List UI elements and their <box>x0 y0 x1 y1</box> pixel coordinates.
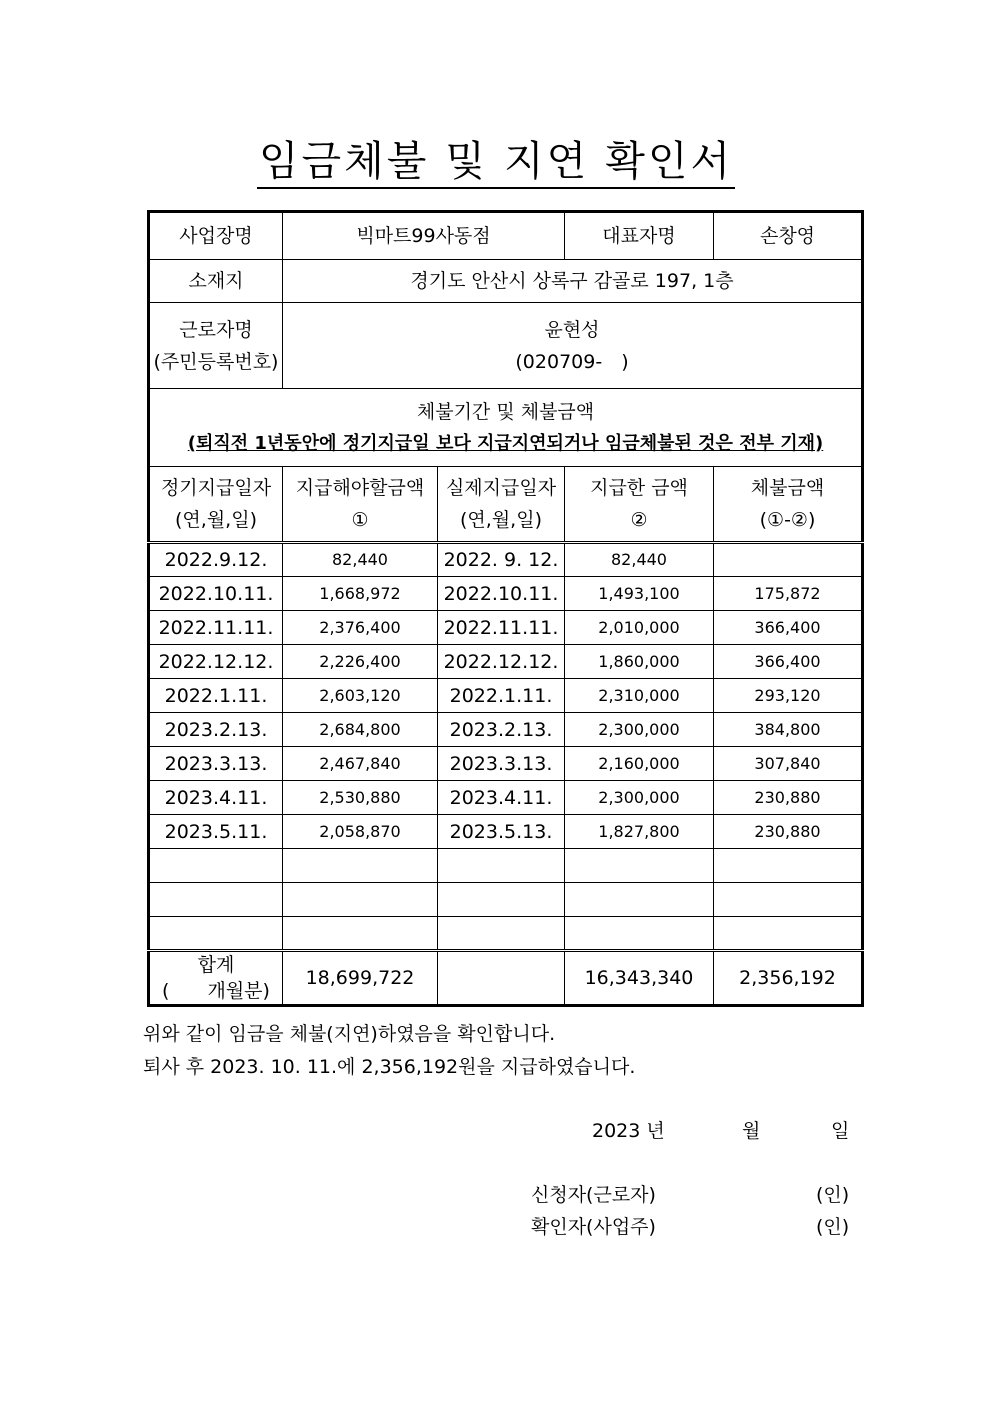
unpaid-cell <box>714 917 863 951</box>
due-amount-cell: 2,530,880 <box>283 781 438 815</box>
paid-amount-cell <box>565 849 714 883</box>
table-row <box>149 849 863 883</box>
due-amount-cell: 2,058,870 <box>283 815 438 849</box>
paid-date-cell <box>438 883 565 917</box>
document-title-text: 임금체불 및 지연 확인서 <box>257 137 735 189</box>
unpaid-cell: 307,840 <box>714 747 863 781</box>
table-row <box>149 577 863 611</box>
paid-amount-cell <box>565 917 714 951</box>
due-amount-cell <box>283 883 438 917</box>
applicant-label: 신청자(근로자) <box>531 1184 656 1206</box>
paid-date-cell <box>438 849 565 883</box>
paid-date-cell <box>438 917 565 951</box>
arrears-section-heading: 체불기간 및 체불금액 <box>416 400 595 423</box>
total-months: ( 개월분) <box>162 980 270 1002</box>
paid-amount-cell: 1,860,000 <box>565 645 714 679</box>
table-row <box>149 679 863 713</box>
column-header-line: ① <box>351 509 369 531</box>
column-header-paid-amount <box>565 467 714 543</box>
confirmer-label: 확인자(사업주) <box>531 1216 656 1238</box>
date-month: 월 <box>742 1120 761 1142</box>
unpaid-cell: 384,800 <box>714 713 863 747</box>
column-header-line: (연,월,일) <box>460 509 542 531</box>
paid-date-cell: 2023.2.13. <box>438 713 565 747</box>
representative-label: 대표자명 <box>565 212 714 260</box>
total-due-amount: 18,699,722 <box>283 951 438 1006</box>
due-date-cell: 2022.11.11. <box>149 611 283 645</box>
due-amount-cell: 2,226,400 <box>283 645 438 679</box>
business-name-label: 사업장명 <box>149 212 283 260</box>
unpaid-cell <box>714 849 863 883</box>
address-label: 소재지 <box>149 260 283 303</box>
due-amount-cell <box>283 917 438 951</box>
due-date-cell <box>149 883 283 917</box>
column-header-line: (①-②) <box>759 509 816 531</box>
total-paid-amount: 16,343,340 <box>565 951 714 1006</box>
due-date-cell: 2023.2.13. <box>149 713 283 747</box>
table-row <box>149 713 863 747</box>
worker-id: (020709- ) <box>515 350 629 373</box>
applicant-seal: (인) <box>816 1184 850 1206</box>
paid-amount-cell: 2,300,000 <box>565 713 714 747</box>
worker-label <box>149 303 283 389</box>
due-date-cell: 2023.5.11. <box>149 815 283 849</box>
paid-amount-cell: 1,827,800 <box>565 815 714 849</box>
total-paid-date <box>438 951 565 1006</box>
unpaid-cell: 293,120 <box>714 679 863 713</box>
address-value: 경기도 안산시 상록구 감골로 197, 1층 <box>283 260 863 303</box>
total-label-text: 합계 <box>197 954 235 976</box>
column-header-line: 지급한 금액 <box>590 477 688 499</box>
due-amount-cell: 2,684,800 <box>283 713 438 747</box>
unpaid-cell <box>714 883 863 917</box>
paid-date-cell: 2022.10.11. <box>438 577 565 611</box>
paid-date-cell: 2022.1.11. <box>438 679 565 713</box>
column-header-line: 지급해야할금액 <box>295 477 425 499</box>
arrears-section-note: (퇴직전 1년동안에 정기지급일 보다 지급지연되거나 임금체불된 것은 전부 기재) <box>187 432 824 454</box>
paid-amount-cell: 2,010,000 <box>565 611 714 645</box>
due-date-cell <box>149 917 283 951</box>
due-date-cell: 2022.10.11. <box>149 577 283 611</box>
paid-amount-cell <box>565 883 714 917</box>
unpaid-cell: 366,400 <box>714 611 863 645</box>
total-label <box>149 951 283 1006</box>
due-amount-cell: 2,376,400 <box>283 611 438 645</box>
due-amount-cell <box>283 849 438 883</box>
due-amount-cell: 2,603,120 <box>283 679 438 713</box>
paid-amount-cell: 2,310,000 <box>565 679 714 713</box>
unpaid-cell: 230,880 <box>714 781 863 815</box>
paid-date-cell: 2023.4.11. <box>438 781 565 815</box>
paid-date-cell: 2023.3.13. <box>438 747 565 781</box>
worker-label-name: 근로자명 <box>179 318 253 341</box>
due-date-cell: 2022.9.12. <box>149 543 283 577</box>
paid-amount-cell: 1,493,100 <box>565 577 714 611</box>
table-row <box>149 747 863 781</box>
column-header-unpaid <box>714 467 863 543</box>
unpaid-cell: 366,400 <box>714 645 863 679</box>
unpaid-cell: 230,880 <box>714 815 863 849</box>
worker-name: 윤현성 <box>544 318 600 341</box>
wage-arrears-table <box>147 210 864 1007</box>
column-header-line: 실제지급일자 <box>445 477 557 499</box>
worker-value <box>283 303 863 389</box>
paid-date-cell: 2022. 9. 12. <box>438 543 565 577</box>
statement-payment: 퇴사 후 2023. 10. 11.에 2,356,192원을 지급하였습니다. <box>143 1056 636 1078</box>
due-amount-cell: 2,467,840 <box>283 747 438 781</box>
column-header-row <box>149 467 863 543</box>
column-header-due-amount <box>283 467 438 543</box>
paid-amount-cell: 2,300,000 <box>565 781 714 815</box>
arrears-section-header <box>149 389 863 467</box>
document-title <box>0 133 992 189</box>
due-date-cell: 2022.1.11. <box>149 679 283 713</box>
paid-date-cell: 2022.11.11. <box>438 611 565 645</box>
paid-amount-cell: 2,160,000 <box>565 747 714 781</box>
column-header-due-date <box>149 467 283 543</box>
paid-amount-cell: 82,440 <box>565 543 714 577</box>
total-row <box>149 951 863 1006</box>
date-day: 일 <box>831 1120 850 1142</box>
column-header-line: (연,월,일) <box>175 509 257 531</box>
column-header-paid-date <box>438 467 565 543</box>
unpaid-cell: 175,872 <box>714 577 863 611</box>
due-date-cell <box>149 849 283 883</box>
column-header-line: ② <box>630 509 648 531</box>
table-row <box>149 815 863 849</box>
table-row <box>149 917 863 951</box>
table-row <box>149 543 863 577</box>
due-date-cell: 2022.12.12. <box>149 645 283 679</box>
representative-value: 손창영 <box>714 212 863 260</box>
due-date-cell: 2023.3.13. <box>149 747 283 781</box>
table-row <box>149 781 863 815</box>
worker-label-id: (주민등록번호) <box>153 350 279 373</box>
due-amount-cell: 82,440 <box>283 543 438 577</box>
table-row <box>149 645 863 679</box>
table-row <box>149 883 863 917</box>
column-header-line: 체불금액 <box>750 477 825 499</box>
unpaid-cell <box>714 543 863 577</box>
statement-confirmation: 위와 같이 임금을 체불(지연)하였음을 확인합니다. <box>143 1023 556 1045</box>
business-name-value: 빅마트99사동점 <box>283 212 565 260</box>
paid-date-cell: 2022.12.12. <box>438 645 565 679</box>
due-date-cell: 2023.4.11. <box>149 781 283 815</box>
column-header-line: 정기지급일자 <box>160 477 272 499</box>
confirmer-seal: (인) <box>816 1216 850 1238</box>
paid-date-cell: 2023.5.13. <box>438 815 565 849</box>
date-year: 2023 년 <box>592 1120 665 1142</box>
total-unpaid: 2,356,192 <box>714 951 863 1006</box>
due-amount-cell: 1,668,972 <box>283 577 438 611</box>
table-row <box>149 611 863 645</box>
